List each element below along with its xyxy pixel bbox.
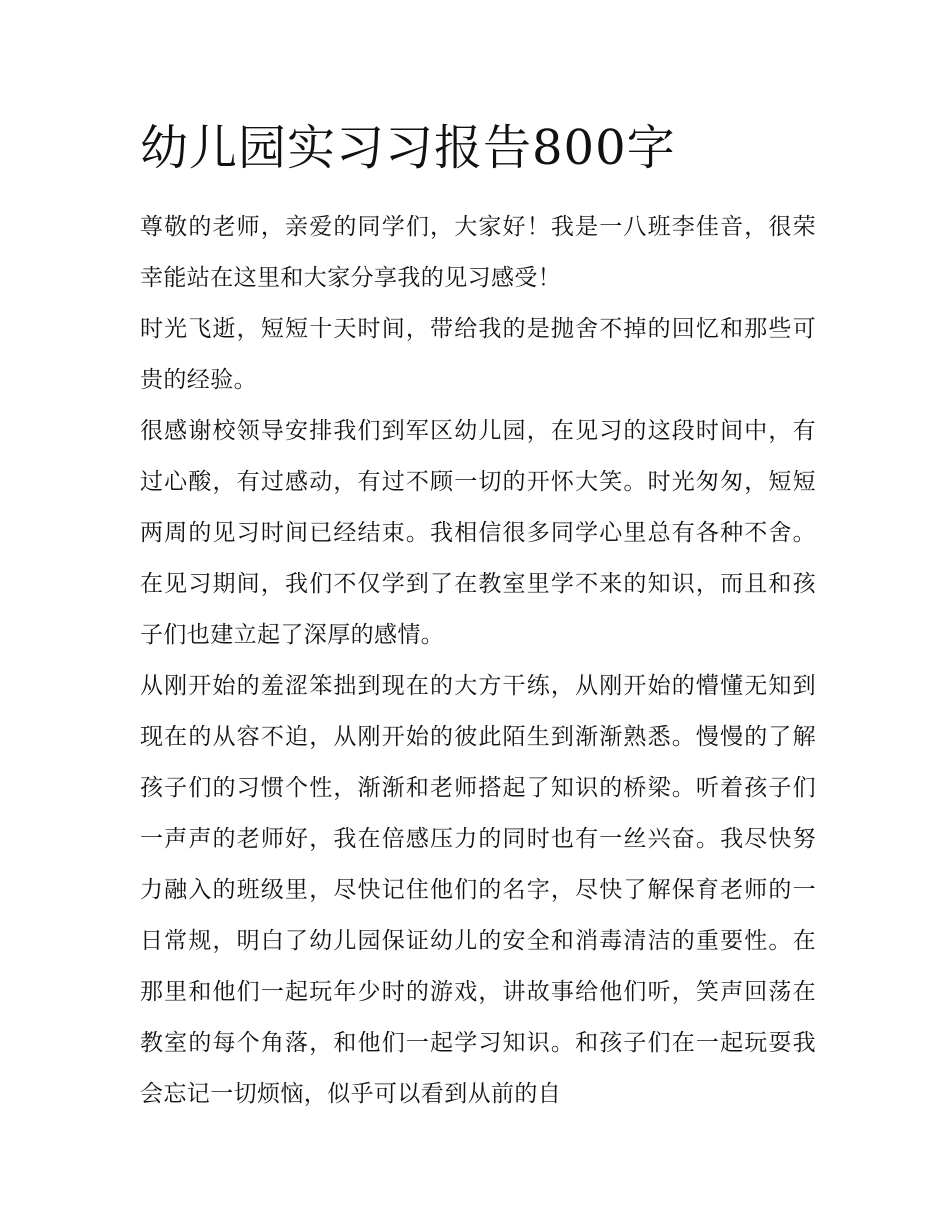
paragraph-gratitude: 很感谢校领导安排我们到军区幼儿园，在见习的这段时间中，有过心酸，有过感动，有过不顾一切的开怀大笑。时光匆匆，短短两周的见习时间已经结束。我相信很多同学心里总有各种不舍。在见习期间，我们不仅学到了在教室里学不来的知识，而且和孩子们也建立起了深厚的感情。: [140, 418, 816, 648]
paragraph-time-flies: 时光飞逝，短短十天时间，带给我的是抛舍不掉的回忆和那些可贵的经验。: [140, 316, 816, 393]
paragraph-growth: 从刚开始的羞涩笨拙到现在的大方干练，从刚开始的懵懂无知到现在的从容不迫，从刚开始的彼此陌生到渐渐熟悉。慢慢的了解孩子们的习惯个性，渐渐和老师搭起了知识的桥梁。听着孩子们一声声的老师好，我在倍感压力的同时也有一丝兴奋。我尽快努力融入的班级里，尽快记住他们的名字，尽快了解保育老师的一日常规，明白了幼儿园保证幼儿的安全和消毒清洁的重要性。在那里和他们一起玩年少时的游戏，讲故事给他们听，笑声回荡在教室的每个角落，和他们一起学习知识。和孩子们在一起玩耍我会忘记一切烦恼，似乎可以看到从前的自: [140, 673, 816, 1107]
paragraph-greeting: 尊敬的老师，亲爱的同学们，大家好！我是一八班李佳音，很荣幸能站在这里和大家分享我的见习感受！: [140, 214, 816, 291]
document-body: [140, 112, 816, 1120]
document-title: 幼儿园实习习报告800字: [140, 120, 676, 176]
